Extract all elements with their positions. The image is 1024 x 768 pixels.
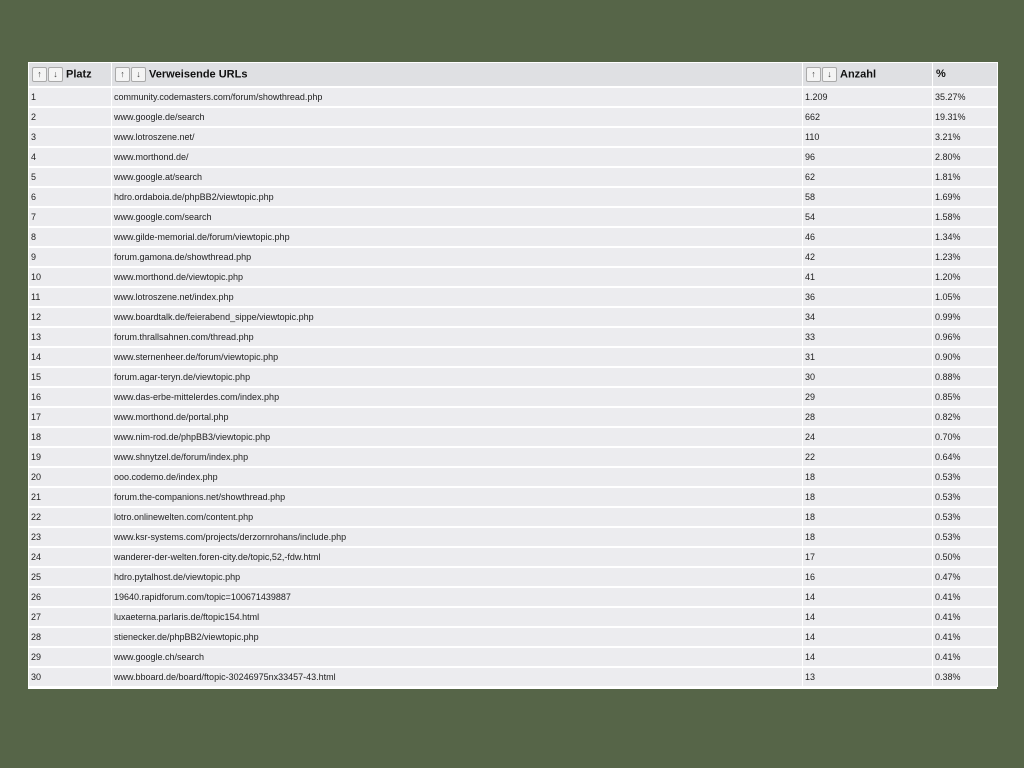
- cell-rank: 2: [29, 107, 112, 127]
- column-label-rank: Platz: [66, 68, 92, 81]
- cell-url: 19640.rapidforum.com/topic=100671439887: [112, 587, 803, 607]
- table-header-row: [29, 63, 998, 88]
- cell-rank: 22: [29, 507, 112, 527]
- table-row: [29, 667, 998, 687]
- cell-url: community.codemasters.com/forum/showthread.php: [112, 87, 803, 107]
- cell-count: 30: [803, 367, 933, 387]
- cell-url: www.shnytzel.de/forum/index.php: [112, 447, 803, 467]
- table-row: [29, 647, 998, 667]
- cell-url: www.nim-rod.de/phpBB3/viewtopic.php: [112, 427, 803, 447]
- sort-descending-icon[interactable]: ↓: [48, 67, 63, 82]
- sort-descending-icon[interactable]: ↓: [822, 67, 837, 82]
- column-header-count: [803, 63, 933, 88]
- cell-count: 13: [803, 667, 933, 687]
- table-row: [29, 527, 998, 547]
- cell-rank: 29: [29, 647, 112, 667]
- cell-url: www.ksr-systems.com/projects/derzornrohans/include.php: [112, 527, 803, 547]
- cell-url: forum.the-companions.net/showthread.php: [112, 487, 803, 507]
- cell-percent: 1.05%: [933, 287, 998, 307]
- table-row: [29, 227, 998, 247]
- cell-rank: 3: [29, 127, 112, 147]
- cell-url: www.google.ch/search: [112, 647, 803, 667]
- table-row: [29, 487, 998, 507]
- cell-rank: 28: [29, 627, 112, 647]
- cell-percent: 19.31%: [933, 107, 998, 127]
- cell-count: 17: [803, 547, 933, 567]
- cell-count: 14: [803, 587, 933, 607]
- cell-rank: 17: [29, 407, 112, 427]
- cell-percent: 0.41%: [933, 607, 998, 627]
- cell-url: www.google.de/search: [112, 107, 803, 127]
- cell-percent: 0.90%: [933, 347, 998, 367]
- table-row: [29, 207, 998, 227]
- cell-count: 29: [803, 387, 933, 407]
- sort-descending-icon[interactable]: ↓: [131, 67, 146, 82]
- cell-percent: 0.41%: [933, 627, 998, 647]
- cell-percent: 0.53%: [933, 527, 998, 547]
- referrer-table: [28, 62, 998, 687]
- referrer-table-panel: [28, 62, 997, 689]
- cell-rank: 1: [29, 87, 112, 107]
- cell-percent: 1.23%: [933, 247, 998, 267]
- cell-url: forum.gamona.de/showthread.php: [112, 247, 803, 267]
- cell-percent: 1.81%: [933, 167, 998, 187]
- table-row: [29, 467, 998, 487]
- cell-count: 22: [803, 447, 933, 467]
- cell-percent: 0.85%: [933, 387, 998, 407]
- table-row: [29, 87, 998, 107]
- table-row: [29, 147, 998, 167]
- cell-rank: 23: [29, 527, 112, 547]
- table-row: [29, 547, 998, 567]
- cell-count: 110: [803, 127, 933, 147]
- cell-percent: 0.50%: [933, 547, 998, 567]
- cell-count: 18: [803, 467, 933, 487]
- sort-ascending-icon[interactable]: ↑: [806, 67, 821, 82]
- table-row: [29, 107, 998, 127]
- cell-count: 31: [803, 347, 933, 367]
- cell-rank: 21: [29, 487, 112, 507]
- cell-percent: 0.47%: [933, 567, 998, 587]
- cell-rank: 14: [29, 347, 112, 367]
- cell-url: www.lotroszene.net/: [112, 127, 803, 147]
- cell-percent: 0.53%: [933, 507, 998, 527]
- cell-percent: 0.41%: [933, 647, 998, 667]
- cell-count: 41: [803, 267, 933, 287]
- cell-url: forum.agar-teryn.de/viewtopic.php: [112, 367, 803, 387]
- sort-ascending-icon[interactable]: ↑: [32, 67, 47, 82]
- table-row: [29, 287, 998, 307]
- cell-count: 58: [803, 187, 933, 207]
- cell-url: www.boardtalk.de/feierabend_sippe/viewtopic.php: [112, 307, 803, 327]
- cell-rank: 16: [29, 387, 112, 407]
- cell-count: 14: [803, 627, 933, 647]
- cell-url: www.google.at/search: [112, 167, 803, 187]
- cell-rank: 24: [29, 547, 112, 567]
- sort-ascending-icon[interactable]: ↑: [115, 67, 130, 82]
- cell-url: hdro.pytalhost.de/viewtopic.php: [112, 567, 803, 587]
- cell-percent: 1.20%: [933, 267, 998, 287]
- cell-rank: 20: [29, 467, 112, 487]
- cell-rank: 7: [29, 207, 112, 227]
- cell-percent: 35.27%: [933, 87, 998, 107]
- column-header-url: [112, 63, 803, 88]
- column-label-count: Anzahl: [840, 68, 877, 81]
- sort-controls-rank: [32, 67, 64, 82]
- cell-rank: 9: [29, 247, 112, 267]
- sort-controls-count: [806, 67, 838, 82]
- cell-rank: 15: [29, 367, 112, 387]
- table-row: [29, 387, 998, 407]
- cell-count: 42: [803, 247, 933, 267]
- table-row: [29, 447, 998, 467]
- table-row: [29, 307, 998, 327]
- cell-count: 36: [803, 287, 933, 307]
- cell-rank: 11: [29, 287, 112, 307]
- table-row: [29, 327, 998, 347]
- cell-rank: 10: [29, 267, 112, 287]
- table-row: [29, 367, 998, 387]
- cell-url: stienecker.de/phpBB2/viewtopic.php: [112, 627, 803, 647]
- table-row: [29, 607, 998, 627]
- cell-rank: 19: [29, 447, 112, 467]
- cell-url: forum.thrallsahnen.com/thread.php: [112, 327, 803, 347]
- cell-url: ooo.codemo.de/index.php: [112, 467, 803, 487]
- cell-percent: 0.82%: [933, 407, 998, 427]
- cell-rank: 27: [29, 607, 112, 627]
- table-row: [29, 247, 998, 267]
- table-row: [29, 507, 998, 527]
- cell-rank: 30: [29, 667, 112, 687]
- cell-count: 14: [803, 607, 933, 627]
- cell-count: 18: [803, 507, 933, 527]
- cell-count: 18: [803, 527, 933, 547]
- column-header-percent: [933, 63, 998, 88]
- column-label-percent: %: [936, 68, 946, 81]
- cell-rank: 4: [29, 147, 112, 167]
- cell-url: www.morthond.de/portal.php: [112, 407, 803, 427]
- cell-count: 33: [803, 327, 933, 347]
- cell-count: 24: [803, 427, 933, 447]
- column-header-rank: [29, 63, 112, 88]
- cell-url: www.morthond.de/viewtopic.php: [112, 267, 803, 287]
- cell-count: 62: [803, 167, 933, 187]
- cell-percent: 0.53%: [933, 487, 998, 507]
- cell-count: 46: [803, 227, 933, 247]
- cell-percent: 1.58%: [933, 207, 998, 227]
- cell-count: 34: [803, 307, 933, 327]
- cell-rank: 25: [29, 567, 112, 587]
- cell-percent: 0.96%: [933, 327, 998, 347]
- cell-count: 96: [803, 147, 933, 167]
- cell-percent: 0.53%: [933, 467, 998, 487]
- table-row: [29, 127, 998, 147]
- cell-rank: 5: [29, 167, 112, 187]
- column-label-url: Verweisende URLs: [149, 68, 248, 81]
- table-row: [29, 627, 998, 647]
- cell-percent: 1.69%: [933, 187, 998, 207]
- cell-percent: 0.99%: [933, 307, 998, 327]
- cell-url: luxaeterna.parlaris.de/ftopic154.html: [112, 607, 803, 627]
- cell-url: www.das-erbe-mittelerdes.com/index.php: [112, 387, 803, 407]
- table-row: [29, 267, 998, 287]
- cell-url: hdro.ordaboia.de/phpBB2/viewtopic.php: [112, 187, 803, 207]
- cell-url: wanderer-der-welten.foren-city.de/topic,52,-fdw.html: [112, 547, 803, 567]
- cell-url: lotro.onlinewelten.com/content.php: [112, 507, 803, 527]
- cell-rank: 6: [29, 187, 112, 207]
- cell-count: 1.209: [803, 87, 933, 107]
- cell-count: 18: [803, 487, 933, 507]
- cell-rank: 26: [29, 587, 112, 607]
- cell-rank: 13: [29, 327, 112, 347]
- cell-url: www.bboard.de/board/ftopic-30246975nx33457-43.html: [112, 667, 803, 687]
- cell-percent: 0.88%: [933, 367, 998, 387]
- cell-url: www.gilde-memorial.de/forum/viewtopic.php: [112, 227, 803, 247]
- cell-count: 16: [803, 567, 933, 587]
- cell-count: 28: [803, 407, 933, 427]
- cell-rank: 12: [29, 307, 112, 327]
- cell-rank: 18: [29, 427, 112, 447]
- cell-percent: 0.41%: [933, 587, 998, 607]
- cell-percent: 0.64%: [933, 447, 998, 467]
- cell-url: www.morthond.de/: [112, 147, 803, 167]
- cell-url: www.google.com/search: [112, 207, 803, 227]
- cell-count: 14: [803, 647, 933, 667]
- table-row: [29, 167, 998, 187]
- cell-count: 662: [803, 107, 933, 127]
- cell-percent: 1.34%: [933, 227, 998, 247]
- table-row: [29, 427, 998, 447]
- cell-count: 54: [803, 207, 933, 227]
- cell-url: www.lotroszene.net/index.php: [112, 287, 803, 307]
- cell-percent: 0.70%: [933, 427, 998, 447]
- sort-controls-url: [115, 67, 147, 82]
- cell-percent: 0.38%: [933, 667, 998, 687]
- table-row: [29, 567, 998, 587]
- cell-rank: 8: [29, 227, 112, 247]
- table-row: [29, 407, 998, 427]
- cell-url: www.sternenheer.de/forum/viewtopic.php: [112, 347, 803, 367]
- table-row: [29, 587, 998, 607]
- cell-percent: 2.80%: [933, 147, 998, 167]
- cell-percent: 3.21%: [933, 127, 998, 147]
- table-row: [29, 347, 998, 367]
- table-row: [29, 187, 998, 207]
